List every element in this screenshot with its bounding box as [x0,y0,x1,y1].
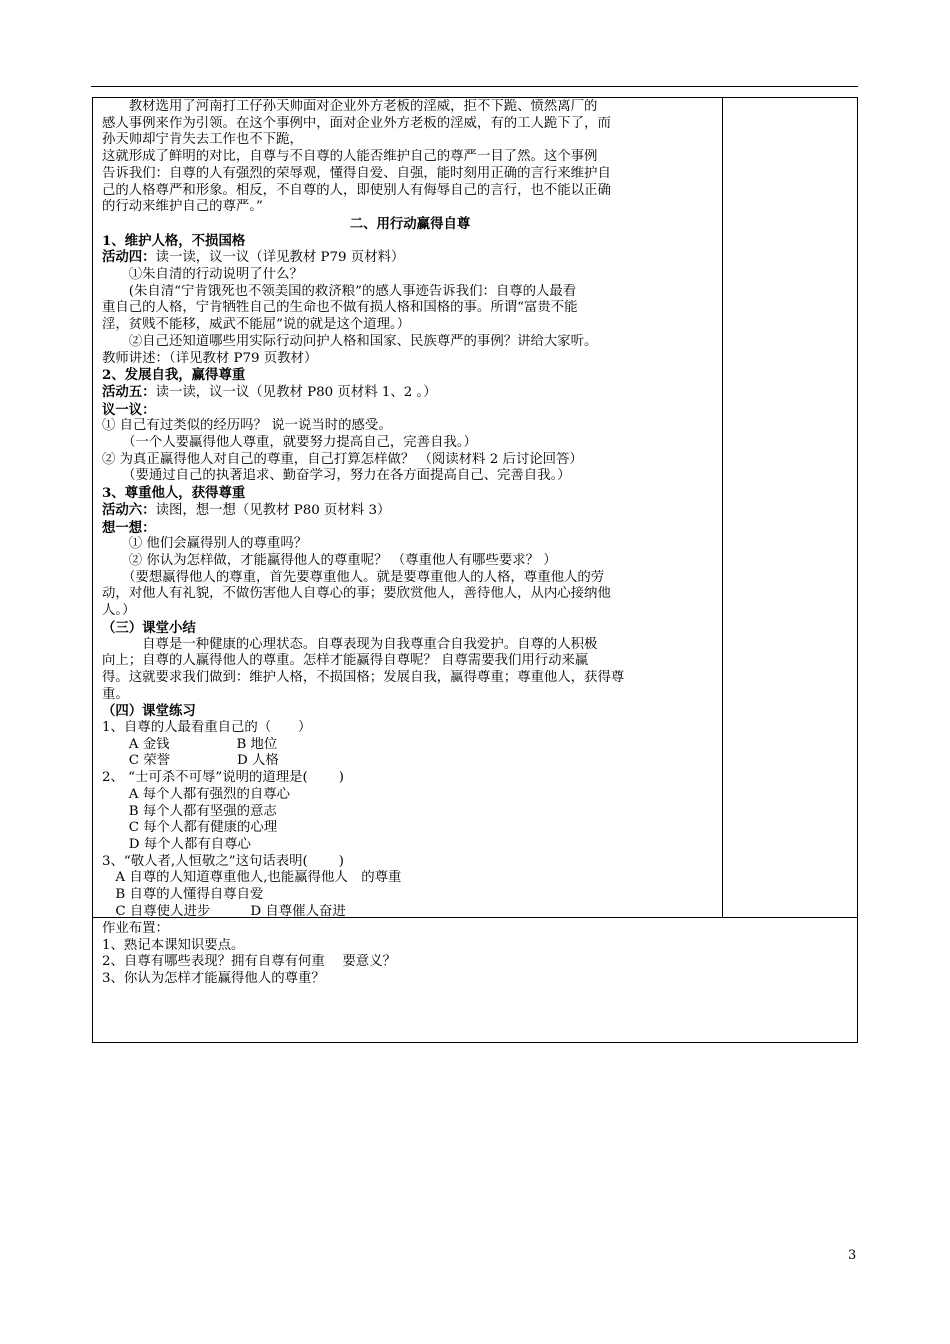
activity-text: 读一读，议一议（详见教材 P79 页材料） [155,250,405,266]
text-line: 2、发展自我，赢得尊重 [102,367,246,384]
text-line: 想一想： [102,519,156,536]
text-line: （四）课堂练习 [102,703,196,720]
text-line: A 每个人都有强烈的自尊心 [102,786,291,802]
text-line: 2、 “士可杀不可辱”说明的道理是( ) [102,770,345,786]
text-line: 重。 [102,686,129,702]
text-line: C 自尊使人进步 D 自尊催人奋进 [102,903,346,919]
text-line: （要通过自己的执著追求、勤奋学习，努力在各方面提高自己、完善自我。） [102,468,571,484]
text-line: （要想赢得他人的尊重，首先要尊重他人。就是要尊重他人的人格，尊重他人的劳 [102,569,605,585]
activity-label: 活动五： [102,383,156,400]
homework-line: 3、你认为怎样才能赢得他人的尊重？ [102,971,325,987]
homework-section [102,921,842,988]
text-line: 孙天帅却宁肯失去工作也不下跪， [102,132,303,148]
text-line: ② 为真正赢得他人对自己的尊重，自己打算怎样做？ （阅读材料 2 后讨论回答） [102,451,583,467]
text-line: A 金钱 B 地位 [102,736,278,752]
text-line: （三）课堂小结 [102,619,196,636]
homework-line: 作业布置： [102,921,169,936]
activity-label: 活动六： [102,501,156,518]
text-line: 的行动来维护自己的尊严。” [102,199,263,215]
text-line: 告诉我们：自尊的人有强烈的荣辱观，懂得自爱、自强，能时刻用正确的言行来维护自 [102,165,611,181]
text-line: B 每个人都有坚强的意志 [102,803,277,819]
text-line: B 自尊的人懂得自尊自爱 [102,887,264,903]
text-line: C 荣誉 D 人格 [102,753,279,769]
notes-column-divider [722,97,723,917]
text-line: 3、尊重他人，获得尊重 [102,485,246,502]
text-line: 向上；自尊的人赢得他人的尊重。怎样才能赢得自尊呢？ 自尊需要我们用行动来赢 [102,653,589,669]
text-line: （一个人要赢得他人尊重，就要努力提高自己，完善自我。） [102,435,477,451]
text-line: D 每个人都有自尊心 [102,836,251,852]
text-line: C 每个人都有健康的心理 [102,820,278,836]
text-line: ② 你认为怎样做，才能赢得他人的尊重呢？ （尊重他人有哪些要求？ ） [102,552,557,568]
homework-line: 2、自尊有哪些表现？拥有自尊有何重 要意义？ [102,954,396,970]
text-line: (朱自清“宁肯饿死也不领美国的救济粮”的感人事迹告诉我们：自尊的人最看 [102,283,577,299]
text-line: 自尊是一种健康的心理状态。自尊表现为自我尊重合自我爱护。自尊的人积极 [102,636,598,652]
header-rule [91,86,858,87]
activity-text: 读图，想一想（见教材 P80 页材料 3） [155,502,391,518]
text-line: ① 他们会赢得别人的尊重吗？ [102,536,308,552]
text-line [102,384,718,402]
lesson-body [102,99,718,920]
text-line: A 自尊的人知道尊重他人,也能赢得他人 的尊重 [102,870,402,886]
text-line: 二、用行动赢得自尊 [349,215,471,232]
text-line: 人。） [102,603,136,619]
text-line: 动，对他人有礼貌，不做伤害他人自尊心的事；要欣赏他人，善待他人，从内心接纳他 [102,586,611,602]
text-line: 教师讲述：（详见教材 P79 页教材） [102,350,318,366]
text-line: 1、自尊的人最看重自己的（ ） [102,720,312,736]
homework-line: 1、熟记本课知识要点。 [102,937,245,953]
text-line: ① 自己有过类似的经历吗？ 说一说当时的感受。 [102,418,392,434]
text-line: ①朱自清的行动说明了什么？ [102,267,303,283]
text-line [102,249,718,267]
activity-label: 活动四： [102,249,156,266]
text-line: 教材选用了河南打工仔孙天帅面对企业外方老板的淫威，拒不下跪、愤然离厂的 [102,99,598,114]
text-line: 感人事例来作为引领。在这个事例中，面对企业外方老板的淫威，有的工人跪下了，而 [102,115,611,131]
text-line: 议一议： [102,401,156,418]
text-line: 己的人格尊严和形象。相反，不自尊的人，即使别人有侮辱自己的言行，也不能以正确 [102,182,611,198]
text-line: 得。这就要求我们做到：维护人格，不损国格；发展自我，赢得尊重；尊重他人，获得尊 [102,669,625,685]
text-line: 1、维护人格，不损国格 [102,232,246,249]
activity-text: 读一读，议一议（见教材 P80 页材料 1、2 。） [155,384,437,400]
page-number: 3 [848,1248,857,1263]
text-line: ②自己还知道哪些用实际行动问护人格和国家、民族尊严的事例？讲给大家听。 [102,333,598,349]
text-line: 这就形成了鲜明的对比，自尊与不自尊的人能否维护自己的尊严一目了然。这个事例 [102,149,598,165]
text-line: 淫，贫贱不能移，威武不能屈”说的就是这个道理。） [102,317,411,333]
text-line: 3、“敬人者,人恒敬之”这句话表明( ) [102,853,345,869]
text-line [102,502,718,520]
text-line: 重自己的人格，宁肯牺牲自己的生命也不做有损人格和国格的事。所谓“富贵不能 [102,300,578,316]
